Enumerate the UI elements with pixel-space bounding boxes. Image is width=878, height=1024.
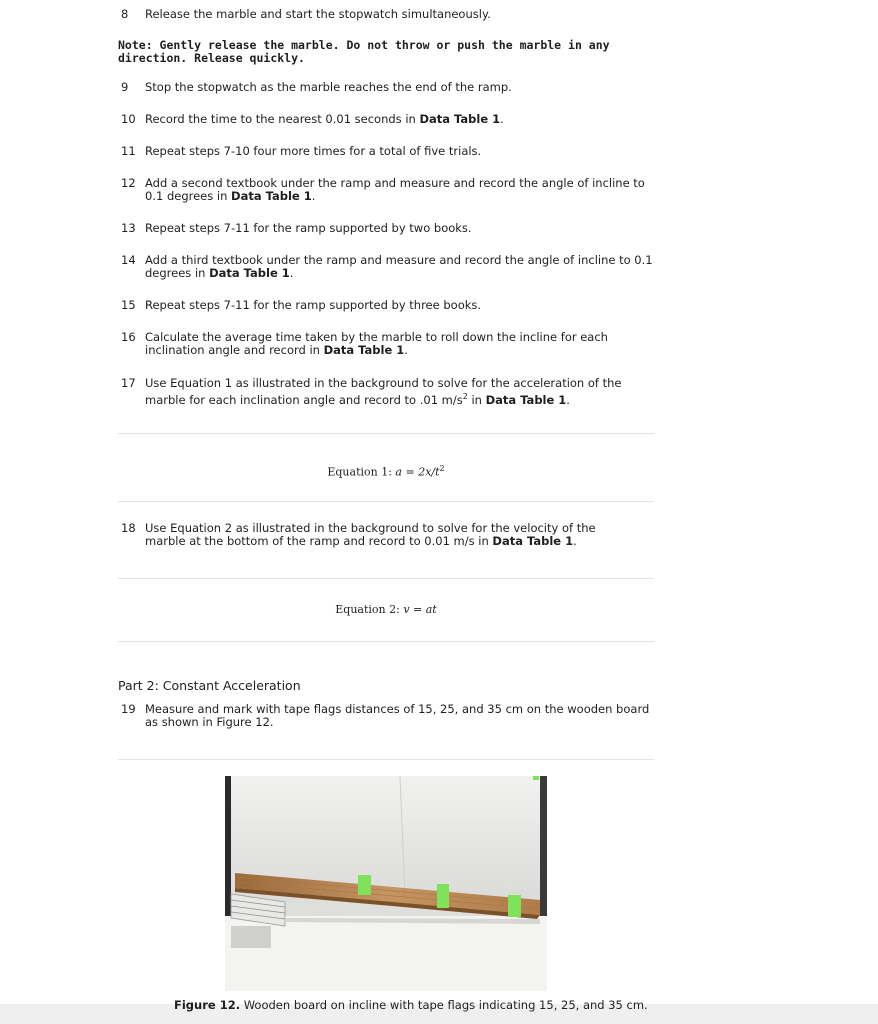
tape-flag-35cm: [508, 895, 521, 917]
figure-12-photo: [225, 776, 547, 991]
step-11: [121, 145, 661, 158]
step-16: [121, 331, 661, 357]
step-text: Stop the stopwatch as the marble reaches the end of the ramp.: [145, 80, 512, 94]
step-12: [121, 177, 661, 203]
step-number: 15: [121, 298, 136, 312]
step-text: Calculate the average time taken by the marble to roll down the incline for each inclination angle and record in Data Table 1.: [145, 330, 608, 357]
equation-label: Equation 1:: [327, 465, 396, 479]
step-14: [121, 254, 661, 280]
step-8: [121, 8, 661, 21]
step-number: 9: [121, 80, 129, 94]
step-number: 19: [121, 702, 136, 716]
tape-flag-15cm: [358, 875, 371, 895]
divider: [118, 578, 654, 579]
step-text: Add a second textbook under the ramp and measure and record the angle of incline to 0.1 degrees in Data Table 1.: [145, 176, 645, 203]
figure-caption-text: Wooden board on incline with tape flags indicating 15, 25, and 35 cm.: [240, 998, 648, 1012]
step-text: Repeat steps 7-11 for the ramp supported by two books.: [145, 221, 472, 235]
data-table-ref: Data Table 1: [209, 266, 290, 280]
step-number: 11: [121, 144, 136, 158]
divider: [118, 433, 654, 434]
step-text: Add a third textbook under the ramp and measure and record the angle of incline to 0.1 degrees in Data Table 1.: [145, 253, 653, 280]
step-number: 17: [121, 376, 136, 390]
step-number: 18: [121, 521, 136, 535]
step-number: 10: [121, 112, 136, 126]
step-text: Record the time to the nearest 0.01 seconds in Data Table 1.: [145, 112, 504, 126]
step-number: 8: [121, 7, 129, 21]
step-number: 16: [121, 330, 136, 344]
step-text: Repeat steps 7-11 for the ramp supported by three books.: [145, 298, 482, 312]
step-13: [121, 222, 661, 235]
figure-label: Figure 12.: [174, 998, 241, 1012]
equation-2: Equation 2: v = at: [335, 603, 437, 616]
tape-flag-25cm: [437, 884, 449, 908]
data-table-ref: Data Table 1: [323, 343, 405, 357]
step-19: [121, 703, 661, 729]
step-text: Use Equation 2 as illustrated in the background to solve for the velocity of the marble at the bottom of the ramp and record to 0.01 m/s in Data Table 1.: [145, 521, 596, 548]
step-18: [121, 522, 601, 548]
safety-note: Note: Gently release the marble. Do not throw or push the marble in any direction. Release quickly.: [118, 38, 610, 65]
step-9: [121, 81, 661, 94]
step-17: [121, 377, 661, 407]
data-table-ref: Data Table 1: [492, 534, 574, 548]
step-text: Release the marble and start the stopwatch simultaneously.: [145, 7, 491, 21]
data-table-ref: Data Table 1: [231, 189, 312, 203]
figure-caption: [174, 999, 648, 1012]
divider: [118, 641, 654, 642]
step-15: [121, 299, 661, 312]
step-text: Repeat steps 7-10 four more times for a total of five trials.: [145, 144, 482, 158]
data-table-ref: Data Table 1: [485, 392, 567, 407]
section-heading: Part 2: Constant Acceleration: [118, 678, 301, 693]
equation-1: Equation 1: $a = 2x/t^2$: [327, 464, 445, 479]
table-surface: [225, 916, 547, 991]
step-text: Use Equation 1 as illustrated in the background to solve for the acceleration of the marble for each inclination angle and record to .01 $m/s^2$ in Data Table 1.: [145, 376, 622, 407]
step-10: [121, 113, 661, 126]
data-table-ref: Data Table 1: [419, 112, 501, 126]
step-number: 13: [121, 221, 136, 235]
step-number: 12: [121, 176, 136, 190]
equation-label: Equation 2:: [335, 603, 404, 616]
step-text: Measure and mark with tape flags distances of 15, 25, and 35 cm on the wooden board as shown in Figure 12.: [145, 702, 650, 729]
divider: [118, 501, 654, 502]
photo-right-edge: [540, 776, 547, 926]
divider: [118, 759, 654, 760]
step-number: 14: [121, 253, 136, 267]
